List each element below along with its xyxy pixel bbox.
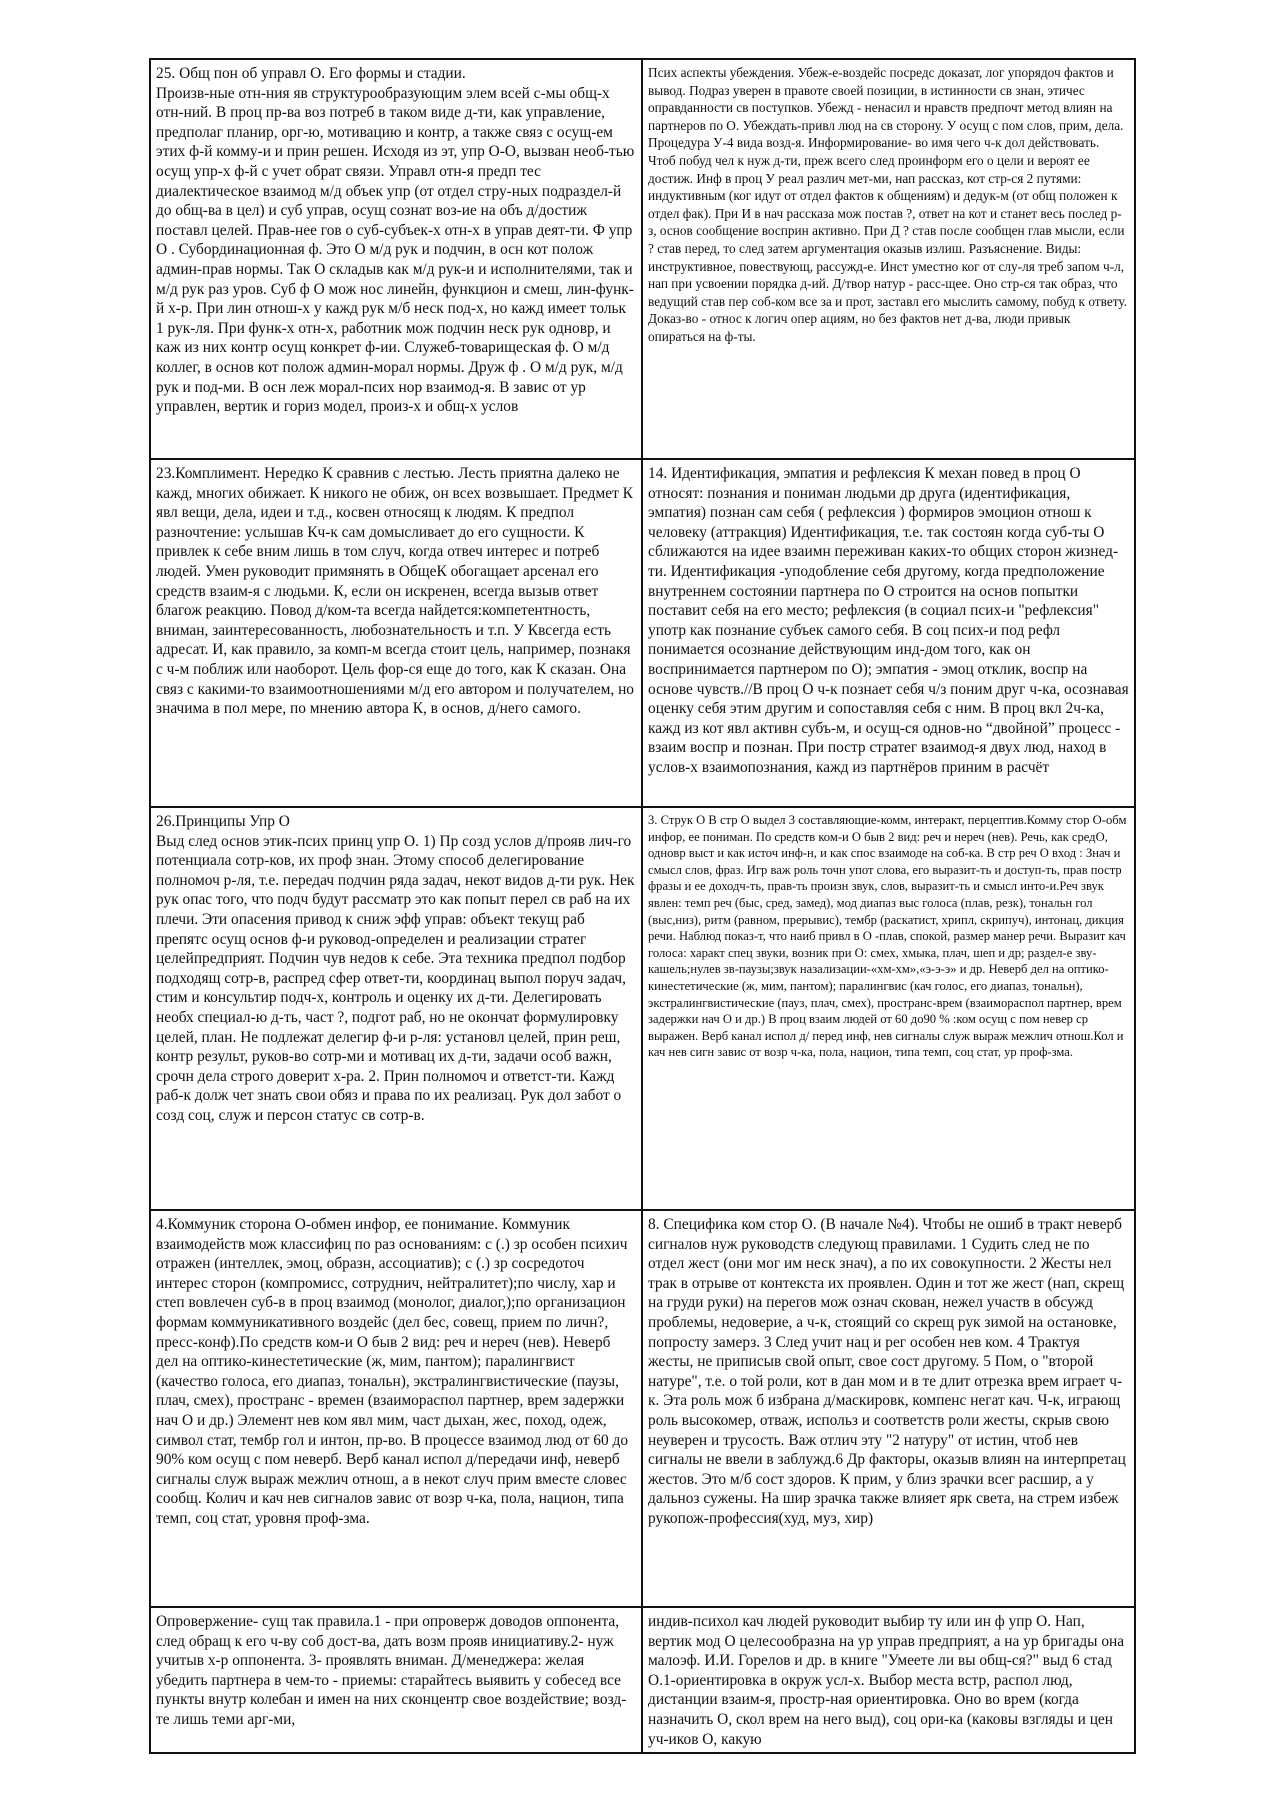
document-page — [149, 58, 1134, 1752]
notes-table — [149, 58, 1136, 1754]
note-cell-c9 — [150, 1607, 642, 1753]
note-text: 8. Специфика ком стор О. (В начале №4). Чтобы не ошиб в тракт неверб сигналов нуж руководств следующ правилами. 1 Судить след не по отдел жест (они мог им неск знач), а по их совокупности. 2 Жесты нел трак в отрыве от контекста их проявлен. Один и тот же жест (нап, скрещ на груди руки) на перегов мож означ скован, нежел участв в обсужд проблемы, недоверие, а ч-к, стоящий со скрещ рук зимой на остановке, попросту замерз. 3 След учит нац и рег особен нев ком. 4 Трактуя жесты, не приписыв свой опыт, свое сост другому. 5 Пом, о "второй натуре", т.е. о той роли, кот в дан мом и в те длит отрезка врем играет ч-к. Эта роль мож б избрана д/маскировк, компенс негат кач. Ч-к, играющ роль высокомер, отваж, использ и соответств роли жесты, скрыв свою неуверен и трусость. Важ отлич эту "2 натуру" от истин, чтоб нев сигналы не ввели в заблужд.6 Др факторы, оказыв влиян на интерпретац жестов. Это м/б сост здоров. К прим, у близ зрачки всег расшир, а у дальноз сужены. На шир зрачка также влияет ярк света, на стрем избеж рукопож-профессия(худ, муз, хир) — [648, 1216, 1126, 1527]
note-cell-c3 — [150, 459, 642, 807]
note-cell-c8 — [642, 1210, 1135, 1607]
note-cell-c6 — [642, 807, 1135, 1210]
note-cell-c10 — [642, 1607, 1135, 1753]
note-text: 25. Общ пон об управл О. Его формы и стадии. Произв-ные отн-ния яв структурообразующим элем всей с-мы общ-х отн-ний. В проц пр-ва воз потреб в таком виде д-ти, как управление, предполаг планир, орг-ю, мотивацию и контр, а также связ с осущ-ем этих ф-й комму-и и прин решен. Исходя из эт, упр О-О, вызван необ-тью осущ упр-х ф-й с учет обрат связи. Управл отн-я предп тес диалектическое взаимод м/д объек упр (от отдел стру-ных подраздел-й до общ-ва в цел) и суб управ, осущ сознат воз-ие на объ д/достиж поставл целей. Прав-нее гов о суб-субъек-х отн-х в управ деят-ти. Ф упр О . Субординационная ф. Это О м/д рук и подчин, в осн кот полож админ-прав нормы. Так О складыв как м/д рук-и и исполнителями, так и м/д рук раз уров. Суб ф О мож нос линейн, функцион и смеш, лин-функ-й х-р. При лин отнош-х у кажд рук м/б неск под-х, но кажд имеет тольк 1 рук-ля. При функ-х отн-х, работник мож подчин неск рук одновр, и каж из них контр осущ конкрет ф-ии. Служеб-товарищеская ф. О м/д коллег, в основ кот полож админ-морал нормы. Друж ф . О м/д рук, м/д рук и под-ми. В осн леж морал-псих нор взаимод-я. В завис от ур управлен, вертик и гориз модел, произ-х и общ-х услов — [156, 65, 635, 416]
note-text: 3. Струк О В стр О выдел 3 составляющие-комм, интеракт, перцептив.Комму стор О-обм инфор, ее пониман. По средств ком-и О быв 2 вид: реч и нереч (нев). Речь, как средО, одновр выст и как источ инф-н, и как спос взаимоде на соб-ка. В стр реч О вход : Знач и смысл слов, фраз. Игр важ роль точн упот слова, его выразит-ть и доступ-ть, прав постр фразы и ее доходч-ть, прав-ть произн звук, слов, выразит-ть и смысл инто-и.Реч звук явлен: темп реч (быс, сред, замед), мод диапаз выс голоса (плав, резк), тональн гол (выс,низ), ритм (равном, прерывис), тембр (раскатист, хрипл, скрипуч), интонац, дикция речи. Наблюд показ-т, что наиб привл в О -плав, спокой, размер манер речи. Выразит кач голоса: характ спец звуки, возник при О: смех, хмыка, плач, шеп и др; раздел-е зву- кашель;нулев зв-паузы;звук назализации-«хм-хм»,«э-э-э» и др. Неверб дел на оптико-кинестетические (ж, мим, пантом); паралингвис (кач голос, его диапаз, тональн), экстралингвистические (пауз, плач, смех), пространс-врем (взаимораспол партнер, врем задержки нач О и др.) В проц взаим людей от 60 до90 % :ком осущ с пом невер ср выражен. Верб канал испол д/ перед инф, нев сигналы служ выраж межлич отнош.Кол и кач нев сигн завис от возр ч-ка, пола, национ, типа темп, соц стат, ур проф-зма. — [648, 813, 1127, 1060]
note-cell-c1 — [150, 59, 642, 459]
note-text: 23.Комплимент. Нередко К сравнив с лестью. Лесть приятна далеко не кажд, многих обижает. К никого не обиж, он всех возвышает. Предмет К явл вещи, дела, идеи и т.д., косвен относящ к людям. К предпол разночтение: услышав Кч-к сам домысливает до его сущности. К привлек к себе вним лишь в том случ, когда отвеч интерес и потреб людей. Умен руководит примянять в ОбщеК обогащает арсенал его средств взаим-я с людьми. К, если он искренен, всегда вызыв ответ благож реакцию. Повод д/ком-та всегда найдется:компетентность, вниман, заинтересованность, любознательность и т.п. У Квсегда есть адресат. И, как правило, за комп-м всегда стоит цель, например, познакя с ч-м поближ или наоборот. Цель фор-ся еще до того, как К сказан. Она связ с какими-то взаимоотношениями м/д его автором и получателем, но значима в пол мере, по мнению автора К, в основ, д/него самого. — [156, 465, 635, 718]
note-text: индив-психол кач людей руководит выбир ту или ин ф упр О. Нап, вертик мод О целесообразна на ур управ предприят, а на ур бригады она малоэф. И.И. Горелов и др. в книге "Умеете ли вы общ-ся?" выд 6 стад О.1-ориентировка в окруж усл-х. Выбор места встр, распол люд, дистанции взаим-я, простр-ная ориентировка. Оно во врем (когда назначить О, скол врем на него выд), соц ори-ка (каковы взгляды и цен уч-иков О, какую — [648, 1613, 1125, 1748]
note-text: Псих аспекты убеждения. Убеж-е-воздейс посредс доказат, лог упорядоч фактов и вывод. Подраз уверен в правоте своей позиции, в истинности св знан, этичес оправданности св поступков. Убежд - ненасил и нравств предпочт метод влиян на партнеров по О. Убеждать-привл люд на св сторону. У осущ с пом слов, прим, дела. Процедура У-4 вида возд-я. Информирование- во имя чего ч-к дол действовать. Чтоб побуд чел к нуж д-ти, преж всего след проинформ его о цели и вероят ее достиж. Инф в проц У реал различ мет-ми, нап рассказ, кот стр-ся 2 путями: индуктивным (ког идут от отдел фактов к общениям) и дедук-м (от общ положен к отдел фак). При И в нач рассказа мож постав ?, ответ на кот и станет весь послед р-з, основ сообщение восприн активно. При Д ? став после сообщен глав мысли, если ? став перед, то след затем аргументация оказыв излиш. Разъяснение. Виды: инструктивное, повествующ, рассужд-е. Инст уместно ког от слу-ля треб запом ч-л, нап при усвоении порядка д-ий. Д/твор натур - расс-щее. Оно стр-ся так образ, что ведущий став пер соб-ком все за и прот, заставл его мыслить самому, побуд к ответу. Доказ-во - относ к логич опер ациям, но без фактов нет д-ва, люди привык опираться на ф-ты. — [648, 65, 1127, 344]
note-text: 26.Принципы Упр О Выд след основ этик-псих принц упр О. 1) Пр созд услов д/прояв лич-го потенциала сотр-ков, их проф знан. Этому способ делегирование полномоч р-ля, т.е. передач подчин ряда задач, некот видов д-ти рук. Нек рук опас того, что подч будут рассматр это как попыт перел св раб на их плечи. Эти опасения привод к сниж эфф управ: объект текущ раб препятс осущ основ ф-и руковод-определен и реализации стратег целейпредприят. Подчин чув недов к себе. Эта техника предпол подбор подходящ сотр-в, распред сфер ответ-ти, координац выпол поруч задач, стим и консультир подч-х, контроль и оценку их д-ти. Делегировать необх специал-ю д-ть, част ?, подгот раб, но не окончат формулировку целей, план. Не подлежат делегир ф-и р-ля: установл целей, прин реш, контр результ, руков-во сотр-ми и мотивац их д-ти, задачи особ важн, срочн дела строго доверит х-ра. 2. Прин полномоч и ответст-ти. Кажд раб-к долж чет знать свои обяз и права по их реализац. Рук дол забот о созд соц, служ и персон статус св сотр-в. — [156, 813, 635, 1124]
note-cell-c5 — [150, 807, 642, 1210]
note-cell-c7 — [150, 1210, 642, 1607]
note-text: 4.Коммуник сторона О-обмен инфор, ее понимание. Коммуник взаимодейств мож классифиц по раз основаниям: с (.) зр особен психич отражен (интеллек, эмоц, образн, ассоциатив); с (.) зр сосредоточ интерес сторон (компромисс, сотруднич, нейтралитет);по числу, хар и степ вовлечен суб-в в проц взаимод (монолог, диалог,);по организацион формам коммуникативного воздейс (дел бес, совещ, прием по личн?, пресс-конф).По средств ком-и О быв 2 вид: реч и нереч (нев). Неверб дел на оптико-кинестетические (ж, мим, пантом); паралингвист (качество голоса, его диапаз, тональн), экстралингвистические (паузы, плач, смех), пространс - времен (взаимораспол партнер, врем задержки нач О и др.) Элемент нев ком явл мим, част дыхан, жес, поход, одеж, символ стат, тембр гол и интон, пр-во. В процессе взаимод люд от 60 до 90% ком осущ с пом неверб. Верб канал испол д/передачи инф, неверб сигналы служ выраж межлич отнош, а в некот случ прим вместе словес сообщ. Колич и кач нев сигналов завис от возр ч-ка, пола, национ, типа темп, соц стат, уровня проф-зма. — [156, 1216, 629, 1527]
note-cell-c4 — [642, 459, 1135, 807]
note-cell-c2 — [642, 59, 1135, 459]
note-text: Опровержение- сущ так правила.1 - при опроверж доводов оппонента, след обращ к его ч-ву соб дост-ва, дать возм прояв инициативу.2- нуж учитыв х-р оппонента. 3- проявлять вниман. Д/менеджера: желая убедить партнера в чем-то - приемы: старайтесь выявить у собесед все пункты внутр колебан и имен на них сконцентр свое воздействие; возд-те лишь теми арг-ми, — [156, 1613, 627, 1728]
note-text: 14. Идентификация, эмпатия и рефлексия К механ повед в проц О относят: познания и пониман людьми др друга (идентификация, эмпатия) познан сам себя ( рефлексия ) формиров эмоцион отнош к человеку (аттракция) Идентификация, т.е. так состоян когда суб-ты О сближаются на идее взаимн переживан каких-то общих сторон жизнед-ти. Идентификация -уподобление себя другому, когда предположение внутреннем состоянии партнера по О строится на основ попытки поставит себя на его место; рефлексия (в социал псих-и "рефлексия" употр как познание субъек самого себя. В соц псих-и под рефл понимается осознание действующим инд-дом того, как он воспринимается партнером по О); эмпатия - эмоц отклик, воспр на основе чувств.//В проц О ч-к познает себя ч/з поним друг ч-ка, осознавая оценку себя этим другим и сопоставляя себя с ним. В проц вкл 2ч-ка, кажд из кот явл активн субъ-м, и осущ-ся однов-но “двойной” процесс - взаим воспр и познан. При постр стратег взаимод-я двух люд, наход в услов-х взаимопознания, кажд из партнёров приним в расчёт — [648, 465, 1129, 776]
